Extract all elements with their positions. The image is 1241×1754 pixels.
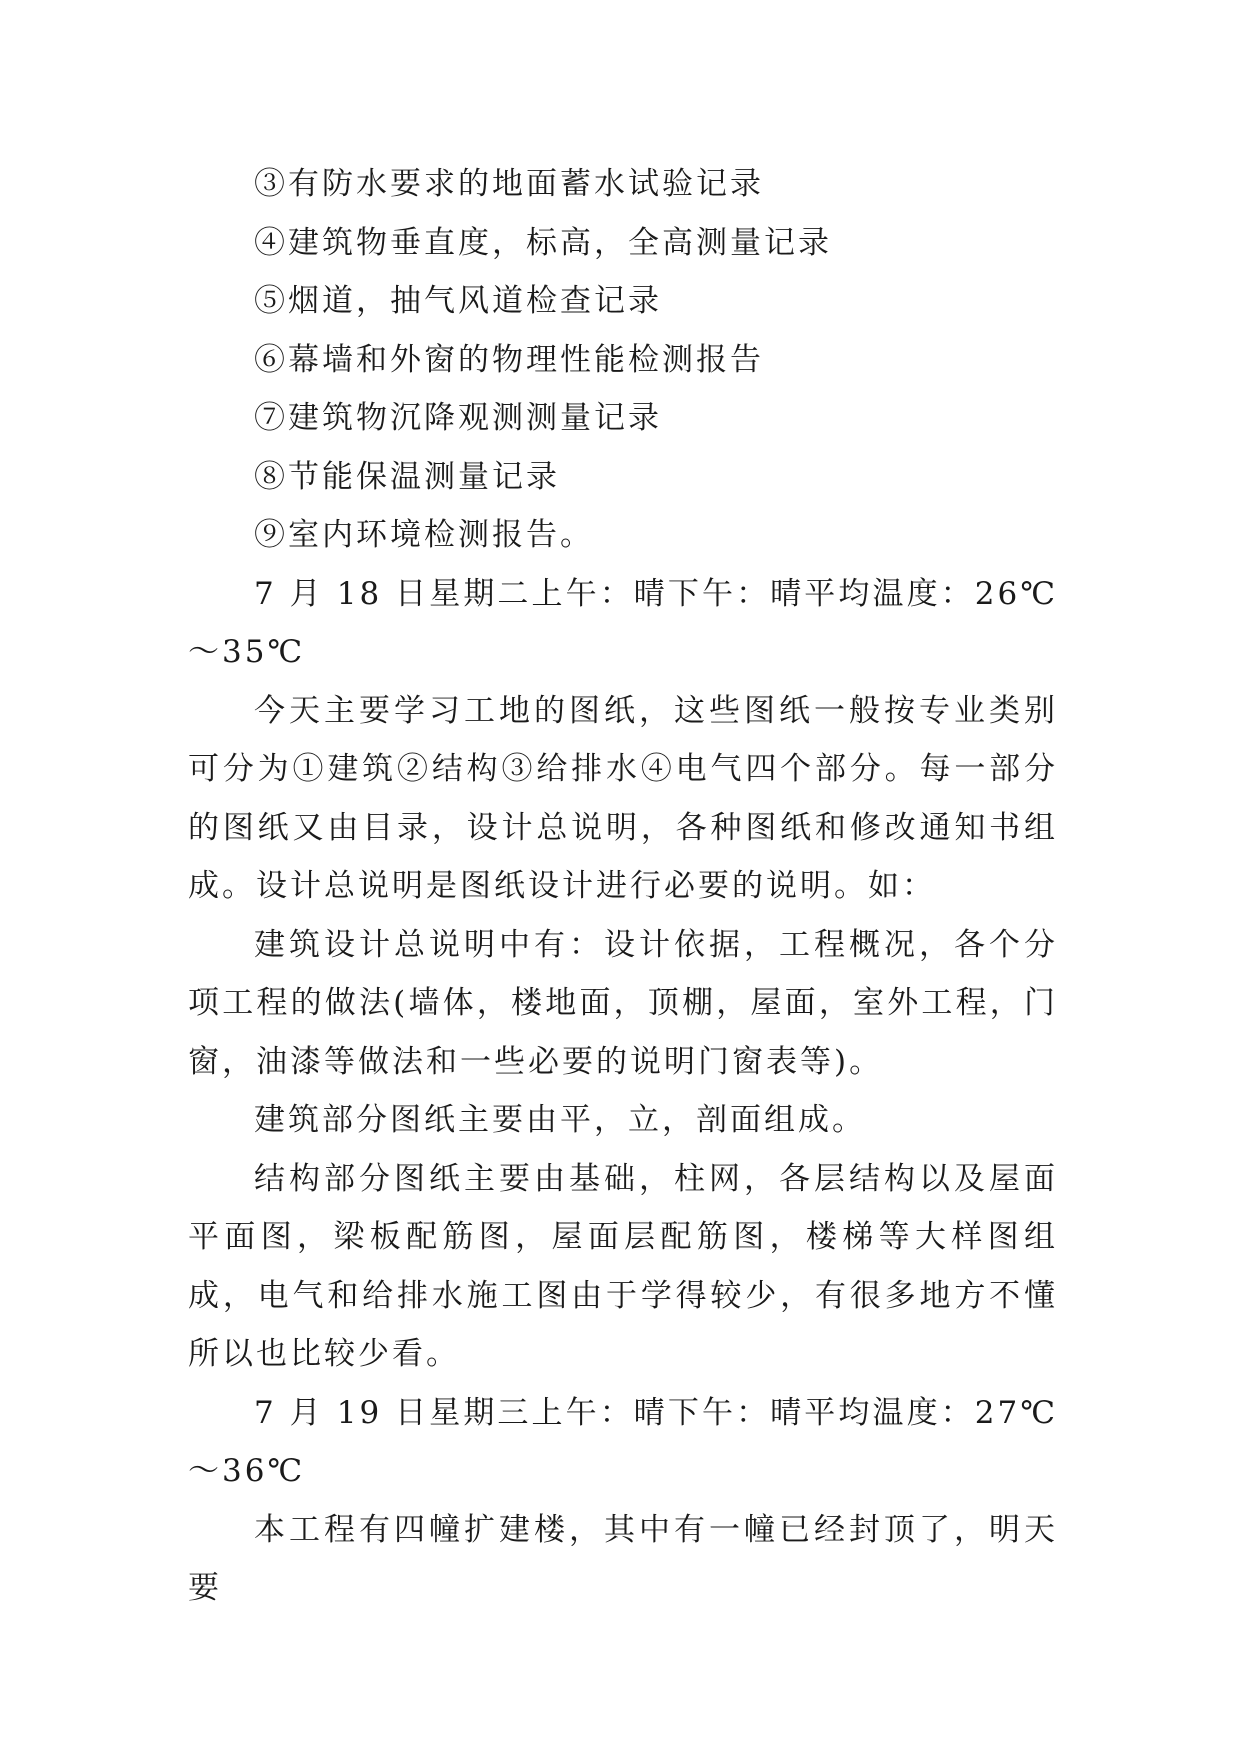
paragraph-date-july-19: 7 月 19 日星期三上午：晴下午：晴平均温度：27℃～36℃ — [188, 1394, 1058, 1489]
paragraph-drawings-intro: 今天主要学习工地的图纸，这些图纸一般按专业类别可分为①建筑②结构③给排水④电气四个部分。每一部分的图纸又由目录，设计总说明，各种图纸和修改通知书组成。设计总说明是图纸设计进行必要的说明。如： — [188, 692, 1058, 904]
paragraph-record-5: ⑤烟道，抽气风道检查记录 — [254, 283, 662, 319]
paragraph-project-buildings: 本工程有四幢扩建楼，其中有一幢已经封顶了，明天要 — [188, 1511, 1058, 1606]
paragraph-structure-drawings: 结构部分图纸主要由基础，柱网，各层结构以及屋面平面图，梁板配筋图，屋面层配筋图，楼梯等大样图组成，电气和给排水施工图由于学得较少，有很多地方不懂所以也比较少看。 — [188, 1160, 1058, 1372]
paragraph-record-4: ④建筑物垂直度，标高，全高测量记录 — [254, 224, 832, 261]
paragraph-record-8: ⑧节能保温测量记录 — [254, 458, 560, 495]
paragraph-record-3: ③有防水要求的地面蓄水试验记录 — [254, 166, 764, 202]
document-page — [188, 155, 1058, 1618]
paragraph-date-july-18: 7 月 18 日星期二上午：晴下午：晴平均温度：26℃～35℃ — [188, 575, 1058, 670]
paragraph-architecture-drawings: 建筑部分图纸主要由平，立，剖面组成。 — [254, 1102, 866, 1138]
paragraph-record-6: ⑥幕墙和外窗的物理性能检测报告 — [254, 341, 764, 378]
paragraph-record-9: ⑨室内环境检测报告。 — [254, 517, 594, 553]
paragraph-architecture-design-notes: 建筑设计总说明中有：设计依据，工程概况，各个分项工程的做法(墙体，楼地面，顶棚，屋面，室外工程，门窗，油漆等做法和一些必要的说明门窗表等)。 — [188, 926, 1058, 1080]
paragraph-record-7: ⑦建筑物沉降观测测量记录 — [254, 400, 662, 436]
